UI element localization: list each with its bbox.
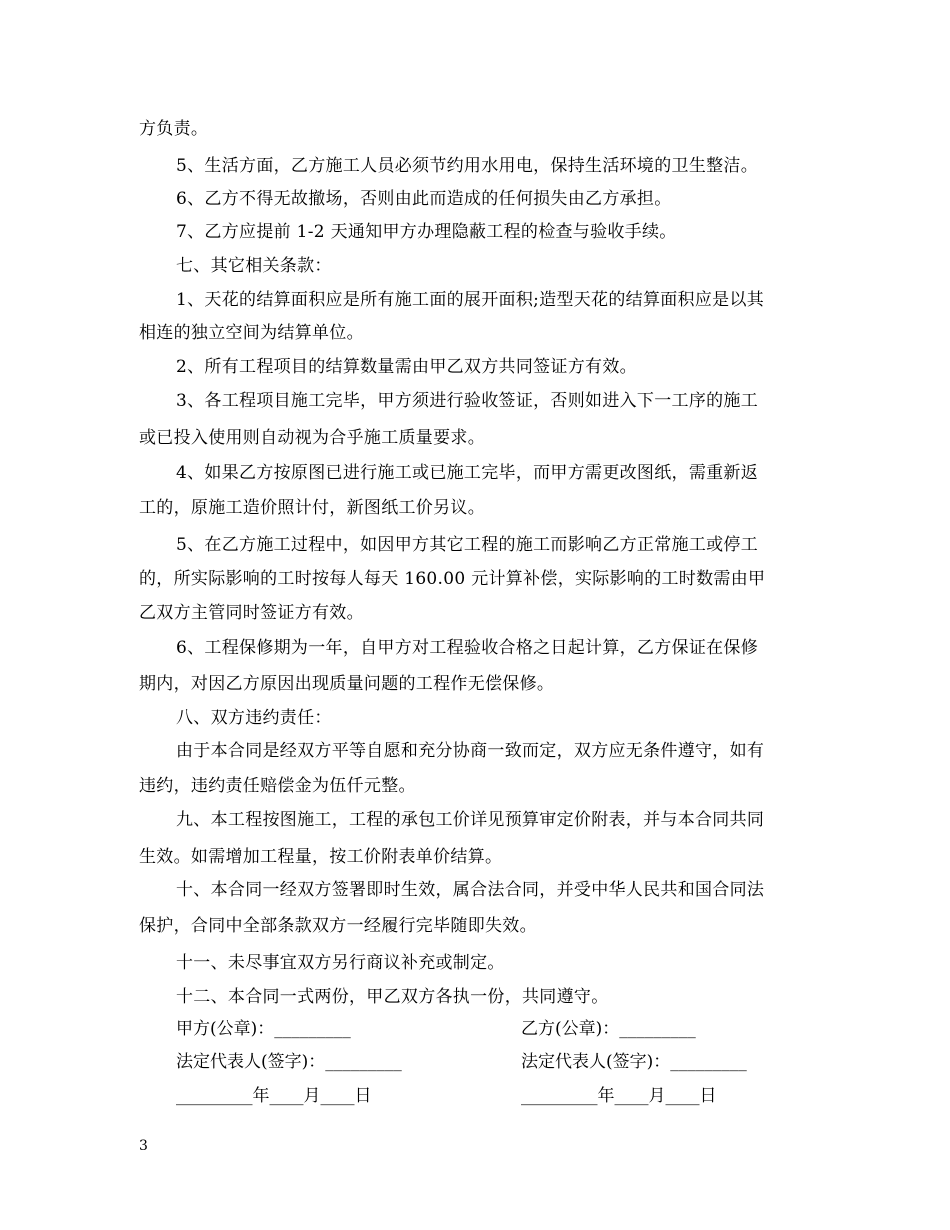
paragraph-line: 4、如果乙方按原图已进行施工或已施工完毕，而甲方需更改图纸，需重新返 (176, 463, 759, 483)
page-number: 3 (139, 1138, 148, 1154)
paragraph-line: 6、工程保修期为一年，自甲方对工程验收合格之日起计算，乙方保证在保修 (176, 638, 759, 658)
paragraph-line: 或已投入使用则自动视为合乎施工质量要求。 (139, 428, 485, 448)
paragraph-line: 乙双方主管同时签证方有效。 (139, 603, 364, 623)
paragraph-line: 5、在乙方施工过程中，如因甲方其它工程的施工而影响乙方正常施工或停工 (176, 535, 759, 555)
paragraph-line: 十一、未尽事宜双方另行商议补充或制定。 (176, 953, 505, 973)
paragraph-line: 期内，对因乙方原因出现质量问题的工程作无偿保修。 (139, 674, 555, 694)
paragraph-line: 方负责。 (139, 119, 209, 139)
paragraph-line: 2、所有工程项目的结算数量需由甲乙双方共同签证方有效。 (176, 357, 637, 377)
paragraph-line: 十二、本合同一式两份，甲乙双方各执一份，共同遵守。 (176, 987, 609, 1007)
party-a-seal-field: 甲方(公章)：_________ (176, 1019, 351, 1039)
paragraph-line: 九、本工程按图施工，工程的承包工价详见预算审定价附表，并与本合同共同 (176, 810, 765, 830)
paragraph-line: 十、本合同一经双方签署即时生效，属合法合同，并受中华人民共和国合同法 (176, 880, 765, 900)
section-heading: 八、双方违约责任： (176, 708, 332, 728)
paragraph-line: 1、天花的结算面积应是所有施工面的展开面积;造型天花的结算面积应是以其 (176, 290, 765, 310)
party-a-representative-field: 法定代表人(签字)：_________ (176, 1052, 402, 1072)
section-heading: 七、其它相关条款： (176, 256, 332, 276)
party-b-representative-field: 法定代表人(签字)：_________ (521, 1052, 747, 1072)
paragraph-line: 由于本合同是经双方平等自愿和充分协商一致而定，双方应无条件遵守，如有 (176, 741, 765, 761)
paragraph-line: 的，所实际影响的工时按每人每天 160.00 元计算补偿，实际影响的工时数需由甲 (139, 569, 766, 589)
paragraph-line: 5、生活方面，乙方施工人员必须节约用水用电，保持生活环境的卫生整洁。 (176, 156, 759, 176)
paragraph-line: 保护，合同中全部条款双方一经履行完毕随即失效。 (139, 916, 537, 936)
paragraph-line: 6、乙方不得无故撤场，否则由此而造成的任何损失由乙方承担。 (176, 189, 672, 209)
party-b-date-field: _________年____月____日 (521, 1086, 717, 1106)
paragraph-line: 违约，违约责任赔偿金为伍仟元整。 (139, 776, 416, 796)
party-b-seal-field: 乙方(公章)：_________ (521, 1019, 696, 1039)
paragraph-line: 3、各工程项目施工完毕，甲方须进行验收签证，否则如进入下一工序的施工 (176, 391, 759, 411)
paragraph-line: 生效。如需增加工程量，按工价附表单价结算。 (139, 847, 503, 867)
paragraph-line: 7、乙方应提前 1-2 天通知甲方办理隐蔽工程的检查与验收手续。 (176, 222, 677, 242)
party-a-date-field: _________年____月____日 (176, 1086, 372, 1106)
paragraph-line: 相连的独立空间为结算单位。 (139, 323, 364, 343)
paragraph-line: 工的，原施工造价照计付，新图纸工价另议。 (139, 498, 485, 518)
